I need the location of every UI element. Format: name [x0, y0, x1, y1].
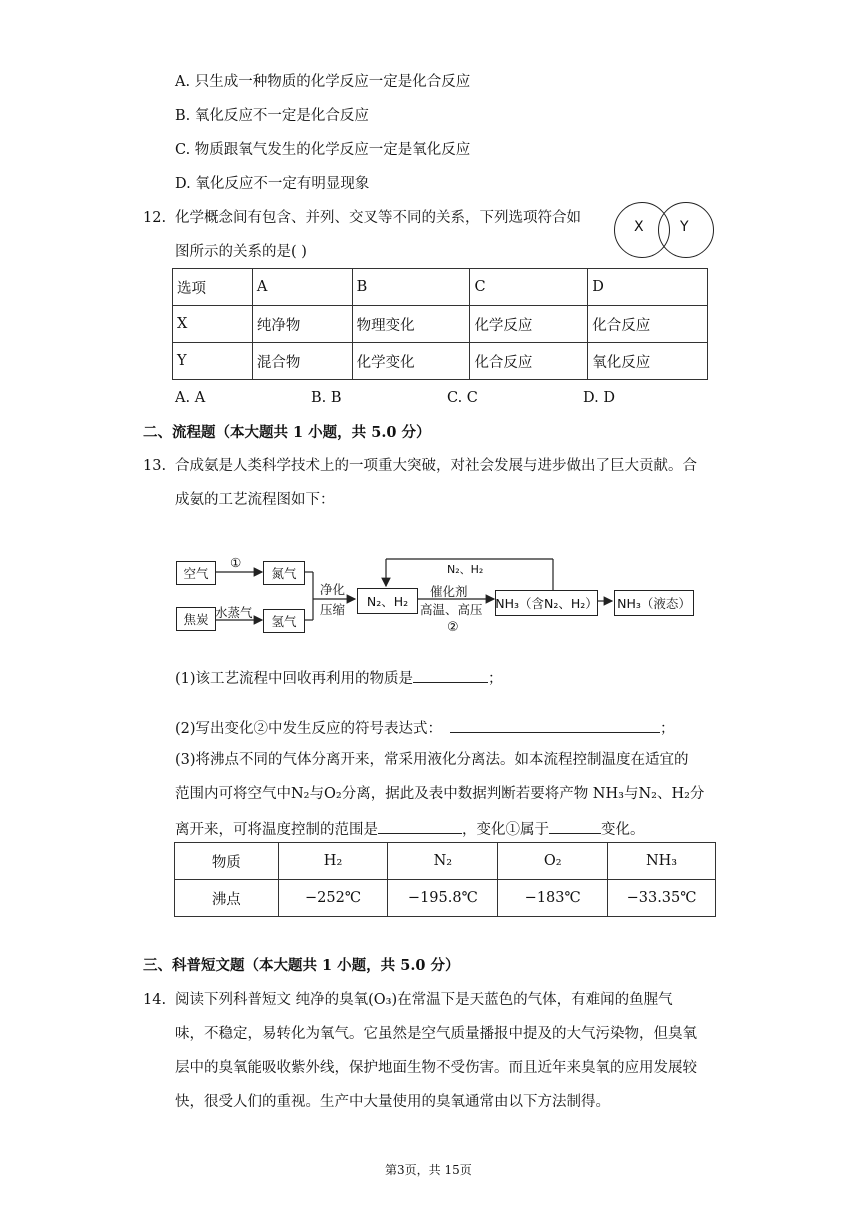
- q11-option-c: C. 物质跟氧气发生的化学反应一定是氧化反应: [175, 142, 471, 158]
- flow-compress-label: 压缩: [320, 602, 346, 617]
- q13-sub2-text: (2)写出变化②中发生反应的符号表达式：: [175, 721, 443, 737]
- flow-box-coke: 焦炭: [176, 607, 216, 631]
- flow-box-nitrogen: 氮气: [263, 561, 305, 585]
- q14-text-line1: 阅读下列科普短文 纯净的臭氧(O₃)在常温下是天蓝色的气体，有难闻的鱼腥气: [175, 992, 673, 1008]
- q13-text-line2: 成氨的工艺流程图如下：: [175, 492, 335, 508]
- table-cell: H₂: [278, 843, 388, 880]
- table-cell: −33.35℃: [608, 880, 716, 917]
- table-cell: 物质: [175, 843, 279, 880]
- answer-blank-3[interactable]: [378, 818, 462, 834]
- q14-text-line4: 快，很受人们的重视。生产中大量使用的臭氧通常由以下方法制得。: [175, 1094, 610, 1110]
- q12-answer-b: B. B: [311, 390, 342, 406]
- flow-box-hydrogen: 氢气: [263, 609, 305, 633]
- flow-purify-label: 净化: [320, 582, 346, 597]
- q13-sub2-end: ；: [660, 721, 675, 737]
- q14-number: 14.: [143, 992, 167, 1008]
- table-cell: D: [588, 269, 708, 306]
- section-heading-science: 三、科普短文题（本大题共 1 小题，共 5.0 分）: [143, 957, 460, 974]
- table-cell: −183℃: [498, 880, 608, 917]
- answer-blank-4[interactable]: [549, 818, 601, 834]
- q11-option-a: A. 只生成一种物质的化学反应一定是化合反应: [175, 74, 471, 90]
- q12-text-line1: 化学概念间有包含、并列、交叉等不同的关系，下列选项符合如: [175, 210, 581, 226]
- table-cell: 混合物: [252, 343, 352, 380]
- q13-text-line1: 合成氨是人类科学技术上的一项重大突破，对社会发展与进步做出了巨大贡献。合: [175, 458, 697, 474]
- table-cell: 化合反应: [470, 343, 588, 380]
- table-cell: X: [173, 306, 253, 343]
- section-heading-flow: 二、流程题（本大题共 1 小题，共 5.0 分）: [143, 424, 431, 441]
- flow-conditions-label: 高温、高压: [420, 602, 483, 617]
- q13-sub3-line2: 范围内可将空气中N₂与O₂分离，据此及表中数据判断若要将产物 NH₃与N₂、H₂分: [175, 786, 705, 802]
- q12-text-line2: 图所示的关系的是( ): [175, 244, 307, 260]
- answer-blank-1[interactable]: [413, 667, 488, 683]
- table-cell: A: [252, 269, 352, 306]
- table-cell: B: [352, 269, 470, 306]
- flow-box-n2-h2: N₂、H₂: [357, 588, 418, 614]
- table-row: [175, 843, 716, 880]
- table-cell: C: [470, 269, 588, 306]
- q14-text-line3: 层中的臭氧能吸收紫外线，保护地面生物不受伤害。而且近年来臭氧的应用发展较: [175, 1060, 697, 1076]
- table-cell: NH₃: [608, 843, 716, 880]
- venn-label-x: X: [634, 219, 644, 235]
- q11-option-d: D. 氧化反应不一定有明显现象: [175, 176, 370, 192]
- boiling-point-table: [174, 842, 716, 917]
- flow-step-1-label: ①: [230, 555, 242, 570]
- table-cell: −252℃: [278, 880, 388, 917]
- page-footer: 第3页，共 15页: [385, 1163, 472, 1177]
- table-cell: 纯净物: [252, 306, 352, 343]
- flow-catalyst-label: 催化剂: [430, 584, 468, 599]
- flow-recycle-label: N₂、H₂: [447, 563, 484, 576]
- q13-sub3-line1: (3)将沸点不同的气体分离开来，常采用液化分离法。如本流程控制温度在适宜的: [175, 752, 689, 768]
- q13-sub3-text-a: 离开来，可将温度控制的范围是: [175, 822, 378, 838]
- table-cell: 物理变化: [352, 306, 470, 343]
- table-cell: O₂: [498, 843, 608, 880]
- flow-box-nh3-liquid: NH₃（液态）: [614, 590, 694, 616]
- table-row: [175, 880, 716, 917]
- q12-answer-d: D. D: [583, 390, 615, 406]
- q13-sub1-end: ；: [488, 671, 503, 687]
- table-cell: Y: [173, 343, 253, 380]
- q13-sub1: [175, 667, 503, 689]
- q12-answer-a: A. A: [175, 390, 206, 406]
- table-cell: 化学反应: [470, 306, 588, 343]
- q13-number: 13.: [143, 458, 167, 474]
- table-cell: 化学变化: [352, 343, 470, 380]
- q13-sub3-line3: [175, 818, 645, 840]
- table-cell: 选项: [173, 269, 253, 306]
- flow-box-nh3-mixture: NH₃（含N₂、H₂）: [495, 590, 598, 616]
- q13-sub2: [175, 717, 675, 739]
- flow-step-2-label: ②: [447, 620, 459, 635]
- q13-sub1-text: (1)该工艺流程中回收再利用的物质是: [175, 671, 414, 687]
- answer-blank-2[interactable]: [450, 717, 660, 733]
- q14-text-line2: 味，不稳定，易转化为氧气。它虽然是空气质量播报中提及的大气污染物，但臭氧: [175, 1026, 697, 1042]
- q11-option-b: B. 氧化反应不一定是化合反应: [175, 108, 369, 124]
- q13-sub3-text-b: ，变化①属于: [462, 822, 549, 838]
- q12-answer-c: C. C: [447, 390, 478, 406]
- flow-steam-label: 水蒸气: [215, 605, 253, 620]
- venn-label-y: Y: [680, 219, 689, 235]
- table-cell: N₂: [388, 843, 498, 880]
- table-cell: 氧化反应: [588, 343, 708, 380]
- table-cell: −195.8℃: [388, 880, 498, 917]
- table-cell: 沸点: [175, 880, 279, 917]
- table-cell: 化合反应: [588, 306, 708, 343]
- q13-sub3-text-c: 变化。: [601, 822, 645, 838]
- q12-number: 12.: [143, 210, 167, 226]
- flow-box-air: 空气: [176, 561, 216, 585]
